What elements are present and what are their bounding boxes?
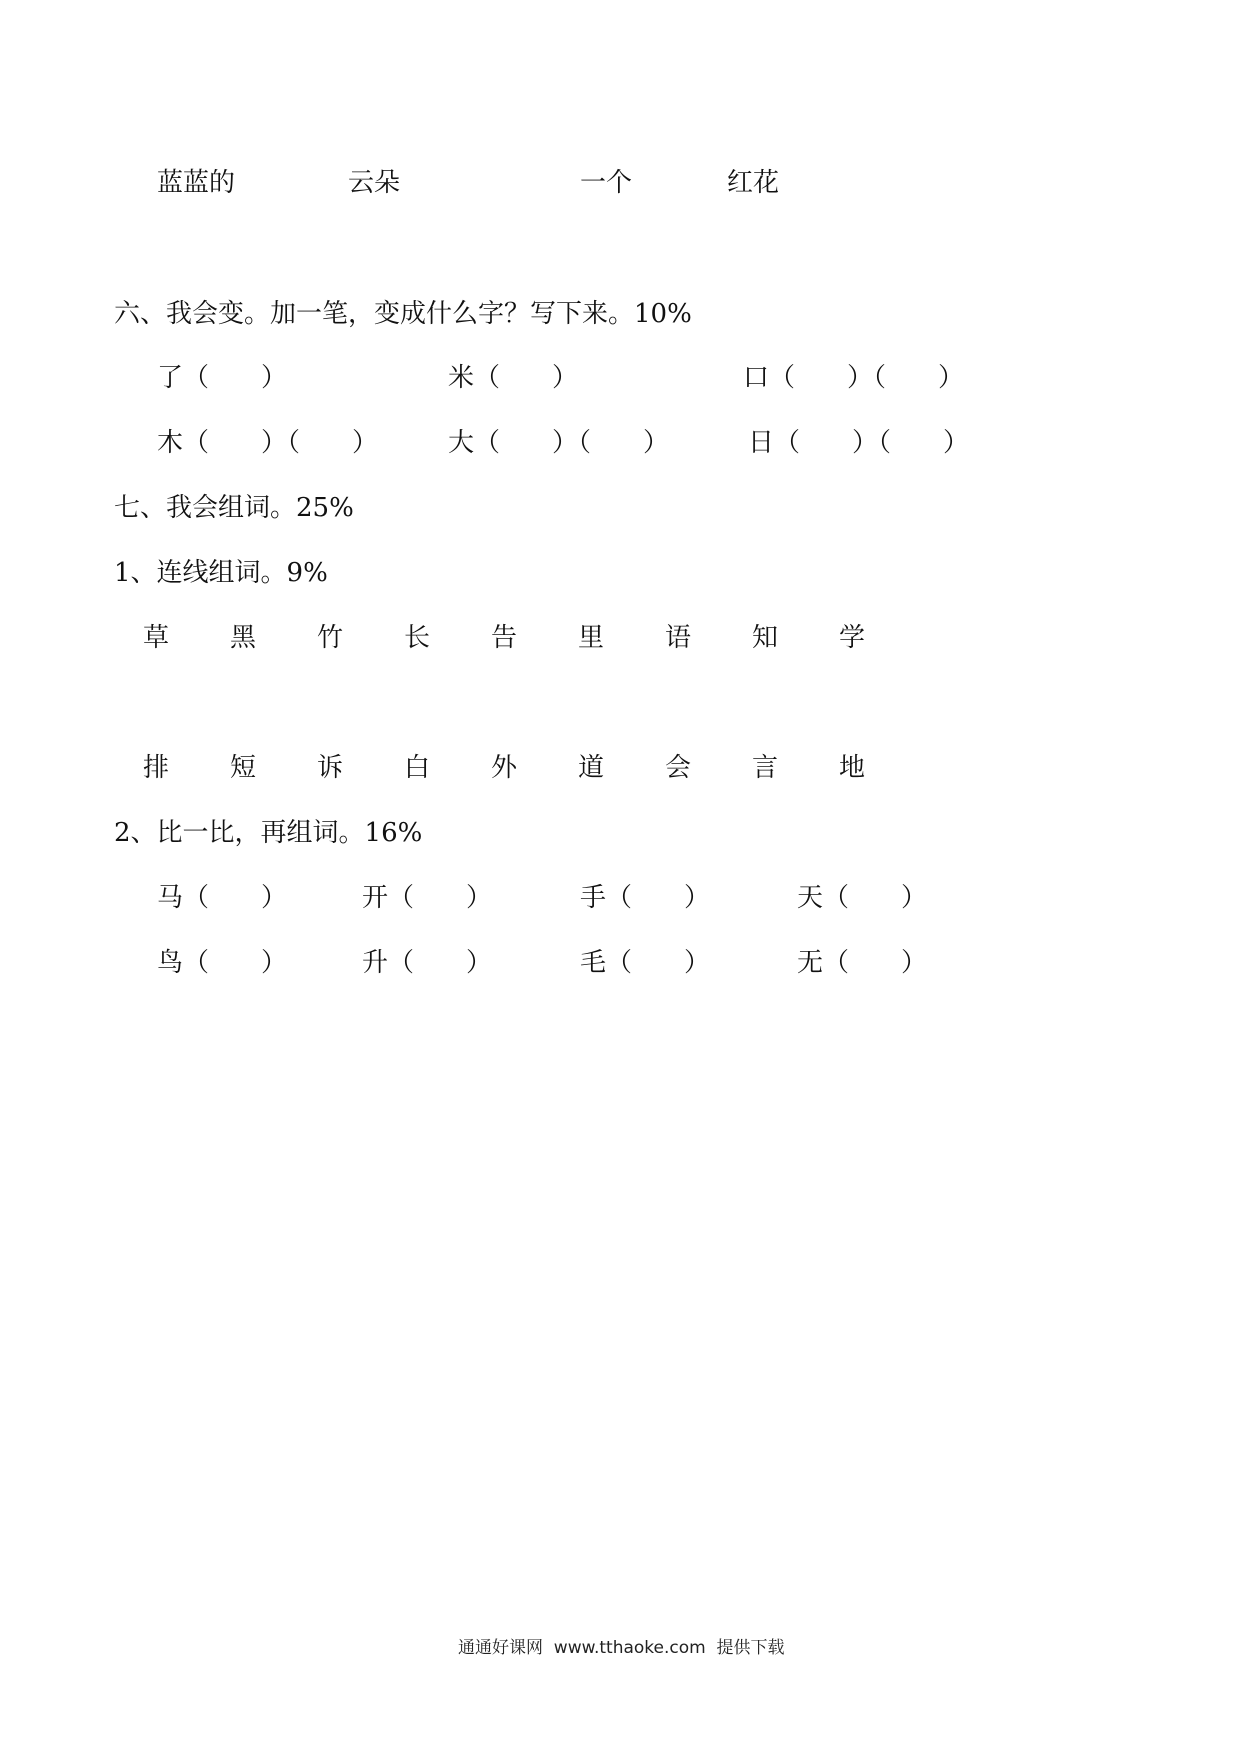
link-top-char-8: 知 <box>752 623 779 653</box>
compare-r2-c1: 鸟（ ） <box>157 948 288 978</box>
compare-r2-c2: 升（ ） <box>362 948 493 978</box>
link-bottom-char-6: 道 <box>578 753 605 783</box>
link-bottom-char-5: 外 <box>491 753 518 783</box>
link-bottom-char-2: 短 <box>230 753 257 783</box>
section6-r1-c3: 口（ ）（ ） <box>743 363 965 393</box>
link-top-char-6: 里 <box>578 623 605 653</box>
compare-r1-c4: 天（ ） <box>797 883 928 913</box>
section6-r2-c2: 大（ ）（ ） <box>448 428 670 458</box>
compare-r1-c3: 手（ ） <box>580 883 711 913</box>
section7-part2-heading: 2、比一比，再组词。16% <box>114 818 423 848</box>
link-top-char-9: 学 <box>839 623 866 653</box>
link-top-char-5: 告 <box>491 623 518 653</box>
link-bottom-char-8: 言 <box>752 753 779 783</box>
compare-r2-c4: 无（ ） <box>797 948 928 978</box>
link-top-char-1: 草 <box>143 623 170 653</box>
compare-r1-c2: 开（ ） <box>362 883 493 913</box>
section6-r1-c1: 了（ ） <box>157 363 288 393</box>
section6-r2-c1: 木（ ）（ ） <box>157 428 379 458</box>
link-top-char-7: 语 <box>665 623 692 653</box>
compare-r2-c3: 毛（ ） <box>580 948 711 978</box>
link-bottom-char-9: 地 <box>839 753 866 783</box>
match-item-1: 蓝蓝的 <box>157 168 236 198</box>
match-item-3: 一个 <box>580 168 633 198</box>
footer-credit: 通通好课网 www.tthaoke.com 提供下载 <box>458 1638 785 1658</box>
link-top-char-3: 竹 <box>317 623 344 653</box>
match-item-4: 红花 <box>727 168 780 198</box>
section7-part1-heading: 1、连线组词。9% <box>114 558 328 588</box>
section6-heading: 六、我会变。加一笔，变成什么字？写下来。10% <box>114 299 692 329</box>
link-bottom-char-1: 排 <box>143 753 170 783</box>
link-bottom-char-4: 白 <box>404 753 431 783</box>
link-bottom-char-7: 会 <box>665 753 692 783</box>
section7-heading: 七、我会组词。25% <box>114 493 354 523</box>
link-top-char-4: 长 <box>404 623 431 653</box>
match-item-2: 云朵 <box>348 168 401 198</box>
section6-r2-c3: 日（ ）（ ） <box>748 428 970 458</box>
link-bottom-char-3: 诉 <box>317 753 344 783</box>
link-top-char-2: 黑 <box>230 623 257 653</box>
compare-r1-c1: 马（ ） <box>157 883 288 913</box>
section6-r1-c2: 米（ ） <box>448 363 579 393</box>
